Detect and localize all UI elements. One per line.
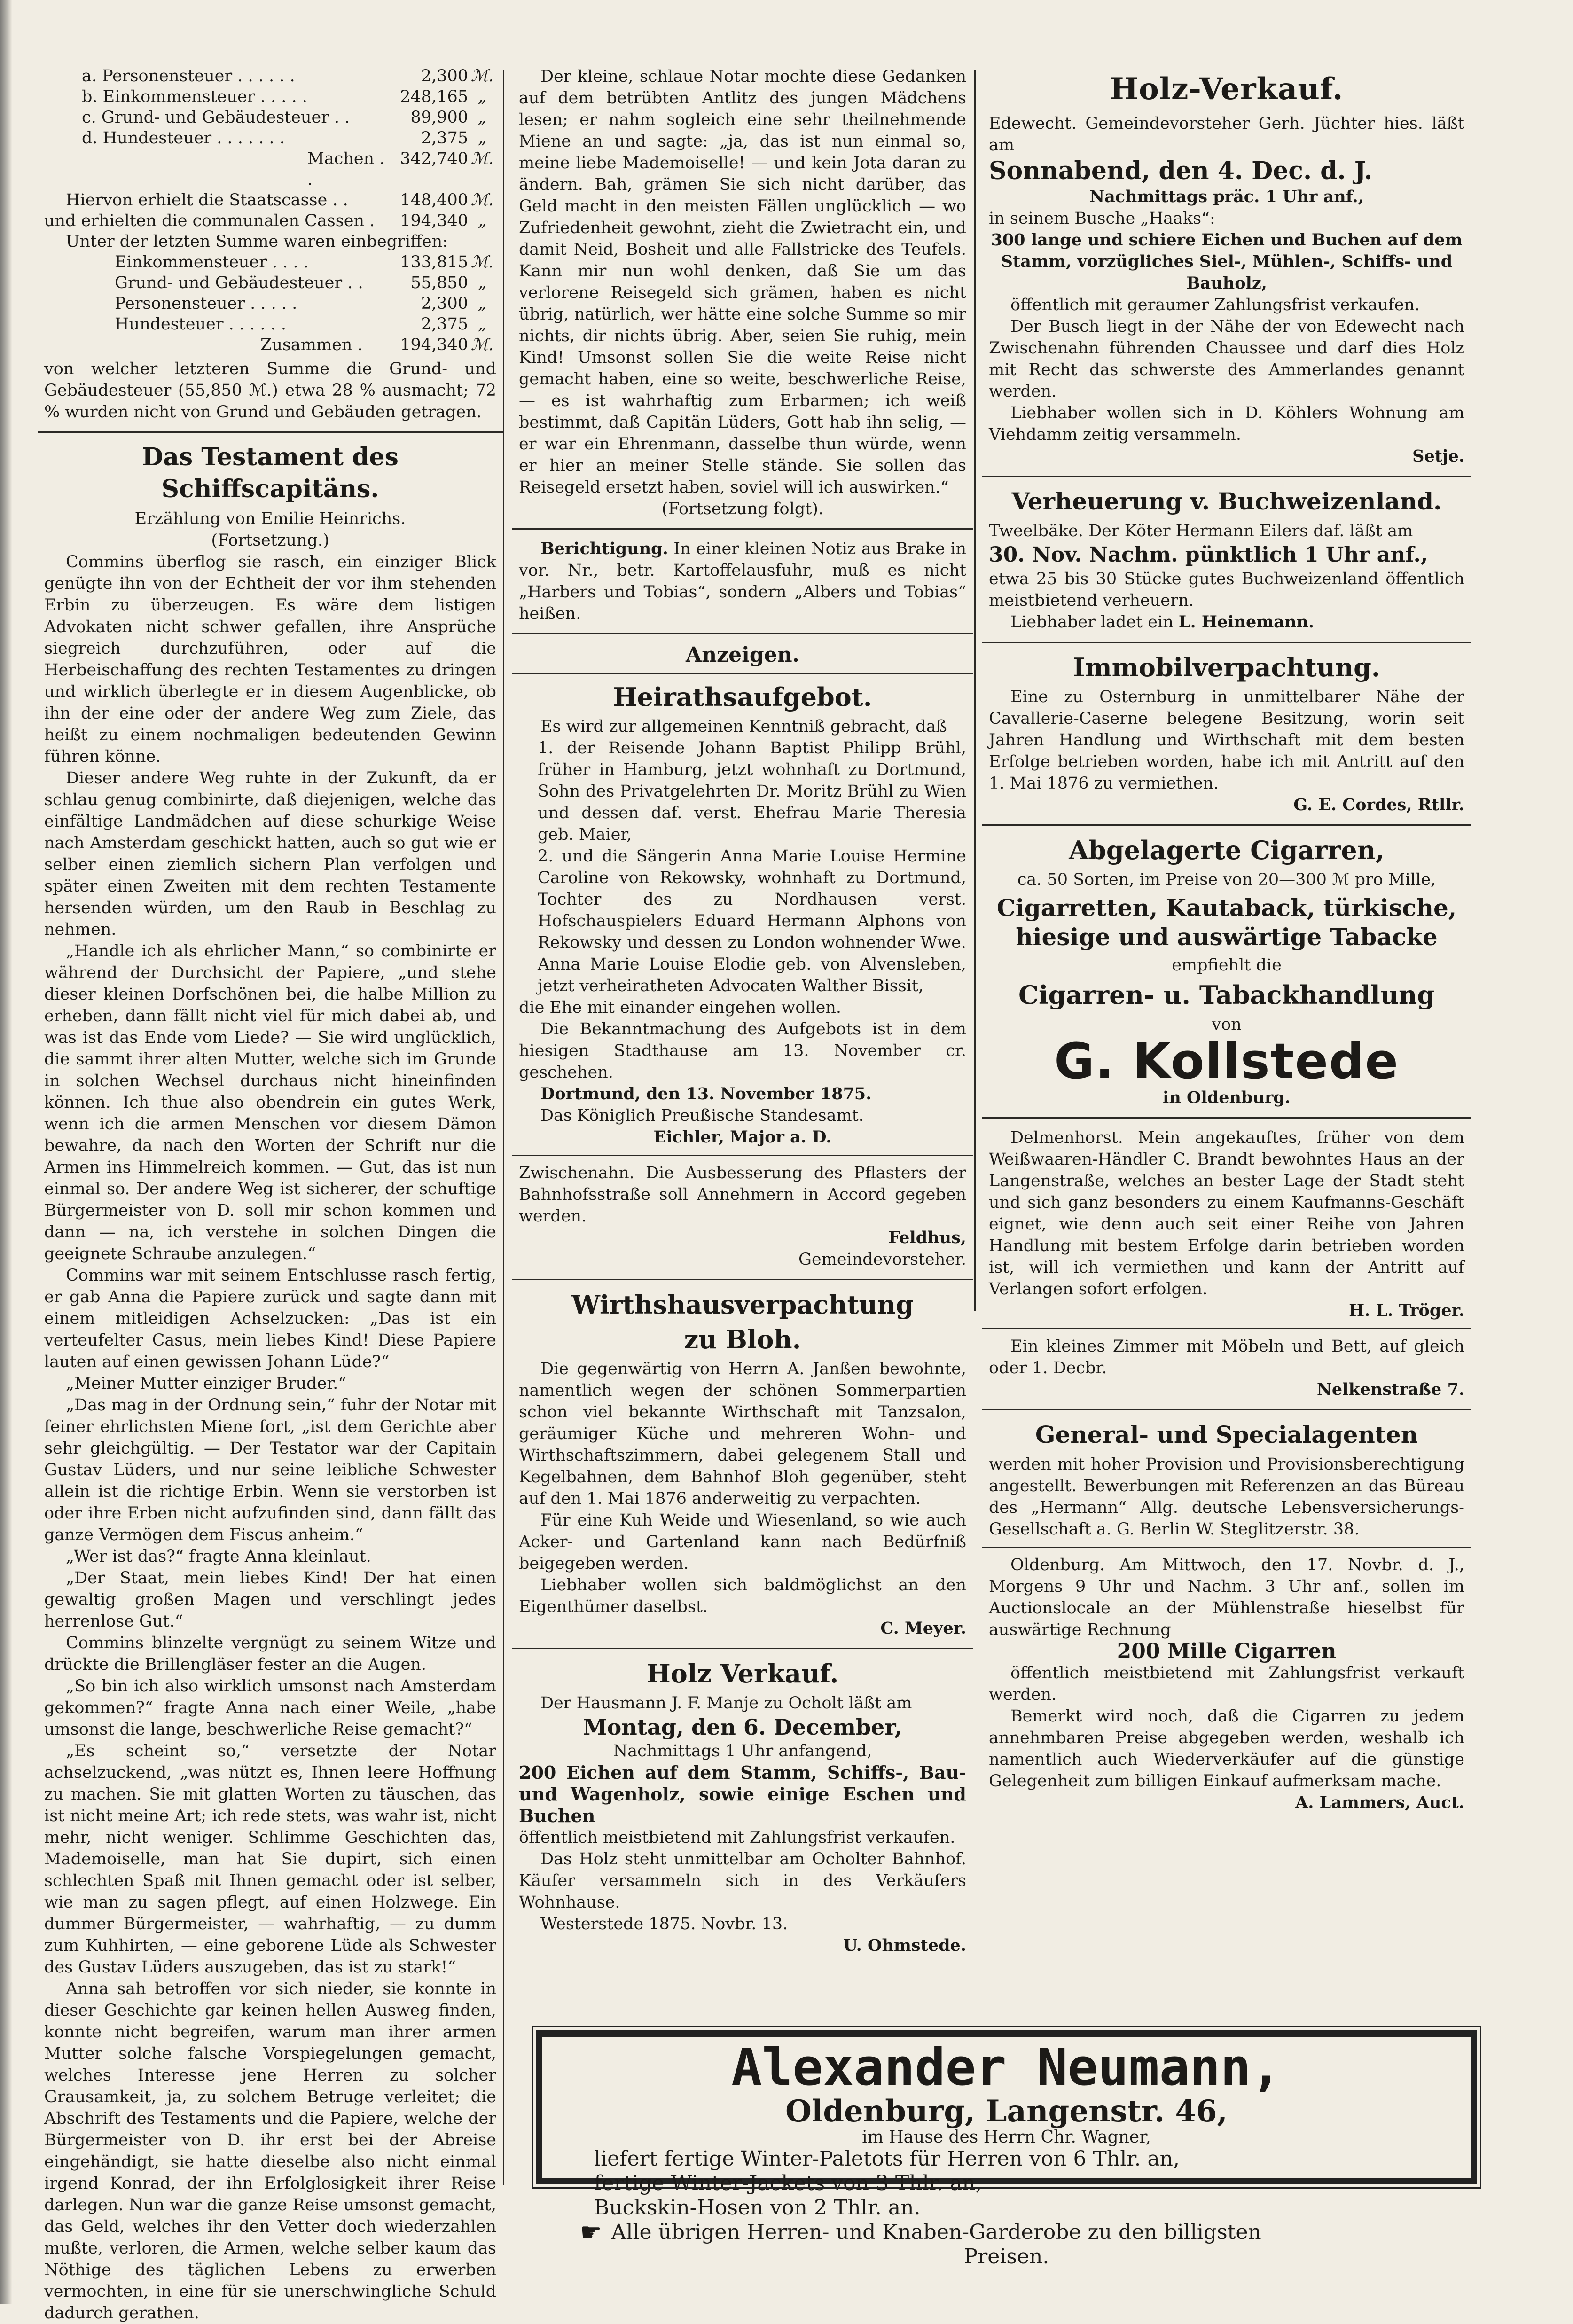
ad-date: 30. Nov. Nachm. pünktlich 1 Uhr anf., [989, 543, 1428, 567]
ad-text: Bemerkt wird noch, daß die Cigarren zu jedem annehmbaren Preise abgegeben werden, weshalb ich namentlich auch Wiederverkäufer auf die günstige Gelegenheit zum billigen Einkauf aufmerksam mache. [989, 1707, 1464, 1791]
ad-signature: U. Ohmstede. [843, 1936, 966, 1955]
ad-title: Holz-Verkauf. [1110, 71, 1344, 107]
ad-text: Es wird zur allgemeinen Kenntniß gebracht, daß [540, 717, 947, 736]
tax-row [44, 293, 496, 314]
tax-label: b. Einkommensteuer . . . . . [82, 87, 307, 106]
ad-signature-role: Gemeindevorsteher. [798, 1250, 966, 1269]
ad-items: Cigarretten, Kautaback, türkische, hiesige und auswärtige Tabacke [996, 894, 1457, 951]
ad-text: Die gegenwärtig von Herrn A. Janßen bewohnte, namentlich wegen der schönen Sommerpartien schon viel bekannte Wirthschaft mit Tanzsalon, geräumiger Küche und mehreren Wohn- und Wirthschaftszimmern, dabei gelegenem Stall und Kegelbahnen, dem Bahnhof Bloh gegenüber, steht auf den 1. Mai 1876 anderweitig zu verpachten. [519, 1360, 966, 1508]
tax-unit: ℳ. [470, 336, 494, 354]
ad-title: Wirthshausverpachtung [571, 1290, 914, 1320]
story-paragraph: Dieser andere Weg ruhte in der Zukunft, da er schlau genug combinirte, daß diejenigen, welche das einfältige Landmädchen auf diese schurkige Weise nach Amsterdam geschickt hatten, auch so gut wie er selber einen ziemlich sichern Plan verfolgen und später einen Zweiten mit dem rechten Testamente hersenden würden, um den Raub in Beschlag zu nehmen. [44, 769, 496, 939]
ad-text: Das Holz steht unmittelbar am Ocholter Bahnhof. Käufer versammeln sich in des Verkäufers Wohnhause. [519, 1850, 966, 1912]
ad-text: Delmenhorst. Mein angekauftes, früher von dem Weißwaaren-Händler C. Brandt bewohntes Haus an der Langenstraße, welches an bester Lage der Stadt steht und sich ganz besonders zu einem Kaufmanns-Geschäft eignet, wie denn auch seit einer Reihe von Jahren Handlung mit bestem Erfolge darin betrieben worden ist, will ich vermiethen und kann der Antritt auf Verlangen sofort erfolgen. [989, 1128, 1464, 1299]
pointing-hand-icon: ☛ [580, 2218, 602, 2246]
ad-address: Oldenburg, Langenstr. 46, [785, 2094, 1228, 2129]
tax-amount: 2,300 [421, 294, 468, 313]
ad-offer-line: Buckskin-Hosen von 2 Thlr. an. [594, 2196, 921, 2220]
correction-text: In einer kleinen Notiz aus Brake in vor. Nr., betr. Kartoffelausfuhr, muß es nicht „Harbers und Tobias“, sondern „Albers und Tobias“ heißen. [519, 540, 966, 623]
ad-signature: C. Meyer. [880, 1619, 966, 1638]
tax-row [44, 211, 496, 231]
divider [982, 1328, 1471, 1329]
ad-text: öffentlich meistbietend mit Zahlungsfrist verkauft werden. [989, 1664, 1464, 1704]
tax-unit: „ [477, 108, 487, 127]
divider [982, 642, 1471, 643]
ad-items: 200 Eichen auf dem Stamm, Schiffs-, Bau- und Wagenholz, sowie einige Eschen und Buchen [519, 1762, 966, 1826]
story-paragraph: „Meiner Mutter einziger Bruder.“ [66, 1374, 347, 1393]
tax-amount: 55,850 [410, 274, 468, 292]
ad-title: Heirathsaufgebot. [613, 682, 872, 712]
story-continued: (Fortsetzung.) [211, 531, 329, 550]
tax-row [44, 66, 496, 86]
tax-unit: „ [477, 129, 487, 148]
tax-row [44, 107, 496, 128]
tax-label: Grund- und Gebäudesteuer . . [115, 274, 363, 292]
ad-text: Nachmittags 1 Uhr anfangend, [613, 1742, 872, 1761]
ad-text [989, 611, 1464, 633]
story-paragraph: „Handle ich als ehrlicher Mann,“ so combinirte er während der Durchsicht der Papiere, „und stehe dieser kleinen Dorfschönen bei, die halbe Million zu erheben, dann fällt nicht viel für mich dabei ab, und was ist das Ende vom Liede? — Sie wird unglücklich, die sammt ihrer alten Mutter, welche sich im Grunde in solchen Wechsel durchaus nicht hineinfinden können. Ich thue also obendrein ein gutes Werk, wenn ich die armen Menschen vor diesem Dämon bewahre, da nach den Worten der Schrift nur die Armen ins Himmelreich kommen. — Gut, das ist nun einmal so. Der andere Weg ist sicherer, der schuftige Bürgermeister von D. soll mir schon kommen und dann — na, ich verstehe in solchen Dingen die geeignete Schraube anzulegen.“ [44, 942, 496, 1263]
tax-unit: „ [477, 294, 487, 313]
tax-unit: ℳ. [470, 253, 494, 272]
tax-label: Personensteuer . . . . . [115, 294, 297, 313]
tax-amount: 2,300 [421, 67, 468, 86]
ad-text: im Hause des Herrn Chr. Wagner, [862, 2128, 1151, 2147]
ad-text: Der Busch liegt in der Nähe der von Edewecht nach Zwischenahn führenden Chaussee und darf dies Holz mit Recht das schwerste des Ammerlandes genannt werden. [989, 317, 1464, 401]
ad-title: zu Bloh. [684, 1324, 801, 1354]
tax-unit: „ [477, 87, 487, 106]
story-paragraph: Der kleine, schlaue Notar mochte diese Gedanken auf dem betrübten Antlitz des jungen Mädchens lesen; er nahm sogleich eine sehr theilnehmende Miene an und sagte: „ja, das ist nun einmal so, meine liebe Mademoiselle! — und kein Jota daran zu ändern. Bah, grämen Sie sich nicht darüber, das Geld macht in den meisten Fällen unglücklich — wo Zufriedenheit gewohnt, zieht die Zwietracht ein, und damit Neid, Bosheit und alle Fallstricke des Teufels. Kann mir nun wohl denken, daß Sie um das verlorene Reisegeld sich grämen, haben es nicht übrig, natürlich, wer hätte eine solche Summe so mir nichts, dir nichts übrig. Aber, seien Sie ruhig, mein Kind! Umsonst sollen Sie die weite Reise nicht gemacht haben, eine so weite, beschwerliche Reise, — es ist wahrhaftig zum Erbarmen; ich weiß bestimmt, daß Capitän Lüders, Gott hab ihn selig, — er war ein Ehrenmann, dasselbe thun würde, wenn er hier an meiner Stelle stände. Sie sollen das Reisegeld ersetzt haben, soviel will ich auswirken.“ [519, 67, 966, 497]
tax-amount: 248,165 [400, 87, 468, 106]
ad-company-name: Alexander Neumann, [731, 2038, 1282, 2097]
tax-amount: 342,740 [400, 149, 468, 168]
ad-text: öffentlich meistbietend mit Zahlungsfrist verkaufen. [519, 1828, 955, 1847]
tax-label: c. Grund- und Gebäudesteuer . . [82, 108, 350, 127]
tax-unit: ℳ. [470, 67, 494, 86]
tax-amount: 133,815 [400, 253, 468, 272]
ad-text: Liebhaber wollen sich baldmöglichst an den Eigenthümer daselbst. [519, 1576, 966, 1616]
ad-text: Nachmittags präc. 1 Uhr anf., [1089, 187, 1364, 206]
ad-title: Immobilverpachtung. [1073, 652, 1380, 682]
section-header: Anzeigen. [686, 643, 799, 667]
ad-title: Verheuerung v. Buchweizenland. [1011, 487, 1442, 515]
tax-label: Zusammen . [260, 336, 363, 354]
story-subtitle: Erzählung von Emilie Heinrichs. [134, 509, 406, 528]
ad-text: Liebhaber wollen sich in D. Köhlers Wohnung am Viehdamm zeitig versammeln. [989, 404, 1464, 444]
tax-label: Hiervon erhielt die Staatscasse . . [66, 191, 348, 210]
tax-label: a. Personensteuer . . . . . . [82, 67, 295, 86]
ad-text: Edewecht. Gemeindevorsteher Gerh. Jüchter hies. läßt am [989, 114, 1464, 155]
tax-table [33, 66, 508, 423]
ad-place-date: Westerstede 1875. Novbr. 13. [540, 1915, 788, 1933]
tax-row [44, 273, 496, 293]
tax-unit: „ [477, 274, 487, 292]
tax-row-total [44, 335, 496, 355]
ad-signature: A. Lammers, Auct. [1295, 1793, 1464, 1812]
ad-signature: G. E. Cordes, Rtllr. [1293, 795, 1464, 814]
story-paragraph: Commins blinzelte vergnügt zu seinem Witze und drückte die Brillengläser fester an die Augen. [44, 1634, 496, 1674]
divider [512, 1648, 973, 1649]
tax-unit: ℳ. [470, 191, 494, 210]
ad-text: Tweelbäke. Der Köter Hermann Eilers daf. läßt am [989, 522, 1413, 540]
story-title: Das Testament des Schiffscapitäns. [142, 443, 399, 503]
ad-date: Montag, den 6. December, [583, 1714, 902, 1740]
tax-note: von welcher letzteren Summe die Grund- und Gebäudesteuer (55,850 ℳ.) etwa 28 % ausmacht; 72 % wurden nicht von Grund und Gebäuden getragen. [44, 360, 496, 422]
divider [982, 1547, 1471, 1548]
ad-text: werden mit hoher Provision und Provisionsberechtigung angestellt. Bewerbungen mit Referenzen an das Büreau des „Hermann“ Allg. deutsche Lebensversicherungs-Gesellschaft a. G. Berlin W. Steglitzerstr. 38. [989, 1455, 1464, 1539]
column-1 [33, 66, 508, 2324]
story-paragraph: Commins überflog sie rasch, ein einziger Blick genügte ihn von der Echtheit der vor ihm stehenden Erbin zu überzeugen. Es wäre dem listigen Advokaten nicht schwer gefallen, ihre Ansprüche siegreich durchzuführen, oder auf die Herbeischaffung des rechten Testamentes zu dringen und wirklich überlegte er in diesem Augenblicke, ob ihn der eine oder der andere Weg zum Ziele, das heißt zu einem nochmaligen bedeutenden Gewinn führen könne. [44, 553, 496, 766]
story-paragraph: „Wer ist das?“ fragte Anna kleinlaut. [66, 1547, 371, 1566]
tax-amount: 89,900 [410, 108, 468, 127]
column-2 [508, 66, 978, 1956]
ad-text: 2. und die Sängerin Anna Marie Louise Hermine Caroline von Rekowsky, wohnhaft zu Dortmund, Tochter des zu Nordhausen verst. Hofschauspielers Eduard Hermann Alphons von Rekowsky und dessen zu London wohnender Wwe. Anna Marie Louise Elodie geb. von Alvensleben, jetzt verheiratheten Advocaten Walther Bissit, [538, 847, 966, 995]
ad-offer-line: liefert fertige Winter-Paletots für Herren von 6 Thlr. an, [594, 2147, 1180, 2171]
neumann-advertisement [536, 2030, 1477, 2269]
tax-row [44, 86, 496, 107]
tax-row [44, 128, 496, 149]
correction [519, 538, 966, 625]
story-paragraph: Anna sah betroffen vor sich nieder, sie konnte in dieser Geschichte gar keinen hellen Ausweg finden, konnte nicht begreifen, warum man ihrer armen Mutter solche falsche Vorspiegelungen gemacht, welches Interesse jene Herren zu solcher Grausamkeit, ja, zu solchem Betruge verleitet; die Abschrift des Testaments und die Papiere, welche der Bürgermeister von D. ihr erst bei der Abreise eingehändigt, sie hatte dieselbe also nicht einmal irgend Konrad, der ihn Erfolglosigkeit ihrer Reise darlegen. Nun war die ganze Reise umsonst gemacht, das Geld, welches ihr den Vetter doch wiederzahlen mußte, verloren, die Armen, welche selber kaum das Nöthige des täglichen Lebens zu erwerben vermochten, in eine für sie unerschwingliche Schuld dadurch gerathen. [44, 1980, 496, 2323]
ad-text: Der Hausmann J. F. Manje zu Ocholt läßt am [540, 1694, 912, 1713]
ad-text: Ein kleines Zimmer mit Möbeln und Bett, auf gleich oder 1. Decbr. [989, 1337, 1464, 1377]
tax-row [44, 314, 496, 335]
ad-signature: Feldhus, [888, 1228, 966, 1247]
correction-title: Berichtigung. [540, 539, 668, 558]
ad-text: empfiehlt die [1172, 956, 1282, 975]
divider [982, 1409, 1471, 1410]
ad-company-name: G. Kollstede [1054, 1033, 1399, 1090]
ad-signature: Eichler, Major a. D. [653, 1127, 832, 1147]
tax-unit: „ [477, 315, 487, 334]
ad-signature: L. Heinemann. [1178, 612, 1315, 632]
ad-text-inline: Liebhaber ladet ein [1010, 613, 1174, 632]
divider [512, 673, 973, 674]
tax-label: d. Hundesteuer . . . . . . . [82, 129, 285, 148]
divider [982, 824, 1471, 826]
ad-text: Oldenburg. Am Mittwoch, den 17. Novbr. d. J., Morgens 9 Uhr und Nachm. 3 Uhr anf., sollen im Auctionslocale an der Mühlenstraße hieselbst für auswärtige Rechnung [989, 1556, 1464, 1639]
tax-amount: 2,375 [421, 315, 468, 334]
ad-signature: Nelkenstraße 7. [1316, 1380, 1464, 1399]
tax-label: Machen . . [307, 149, 385, 189]
ad-offer-line: Preisen. [963, 2245, 1049, 2269]
ad-text: in Oldenburg. [1163, 1088, 1291, 1107]
story-paragraph: „Der Staat, mein liebes Kind! Der hat einen gewaltig großen Magen und verschlingt jedes herrenlose Gut.“ [44, 1569, 496, 1631]
ad-text: 1. der Reisende Johann Baptist Philipp Brühl, früher in Hamburg, jetzt wohnhaft zu Dortmund, Sohn des Privatgelehrten Dr. Moritz Brühl zu Wien und dessen daf. verst. Ehefrau Marie Theresia geb. Maier, [538, 739, 966, 844]
ad-place-date: Dortmund, den 13. November 1875. [540, 1084, 872, 1103]
ad-date: Sonnabend, den 4. Dec. d. J. [989, 156, 1373, 185]
ad-items: 300 lange und schiere Eichen und Buchen auf dem Stamm, vorzügliches Siel-, Mühlen-, Schiffs- und Bauholz, [991, 230, 1463, 293]
story-continues: (Fortsetzung folgt). [661, 500, 824, 518]
divider [982, 1117, 1471, 1119]
ad-text: Das Königlich Preußische Standesamt. [540, 1106, 864, 1125]
ad-offer-line [580, 2220, 1471, 2245]
ad-title: General- und Specialagenten [1035, 1421, 1418, 1448]
divider [512, 528, 973, 530]
tax-row [44, 190, 496, 211]
ad-signature: Setje. [1412, 446, 1464, 466]
story-paragraph: „So bin ich also wirklich umsonst nach Amsterdam gekommen?“ fragte Anna nach einer Weile, „habe umsonst die lange, beschwerliche Reise gemacht?“ [44, 1677, 496, 1739]
divider [512, 1155, 973, 1156]
tax-row [44, 252, 496, 273]
ad-title: Holz Verkauf. [646, 1659, 839, 1689]
tax-amount: 194,340 [400, 336, 468, 354]
ad-text: etwa 25 bis 30 Stücke gutes Buchweizenland öffentlich meistbietend verheuern. [989, 570, 1464, 610]
ad-text: öffentlich mit geraumer Zahlungsfrist verkaufen. [1010, 296, 1420, 314]
ad-text: in seinem Busche „Haaks“: [989, 209, 1215, 228]
tax-amount: 2,375 [421, 129, 468, 148]
ad-offer-text: Alle übrigen Herren- und Knaben-Garderobe zu den billigsten [611, 2220, 1261, 2244]
tax-amount: 194,340 [400, 211, 468, 230]
tax-intro: Unter der letzten Summe waren einbegriffen: [66, 232, 448, 251]
ad-text: von [1212, 1015, 1242, 1034]
tax-label: und erhielten die communalen Cassen . [44, 211, 375, 230]
ad-text: Die Bekanntmachung des Aufgebots ist in dem hiesigen Stadthause am 13. November cr. geschehen. [519, 1020, 966, 1082]
ad-text: die Ehe mit einander eingehen wollen. [519, 998, 842, 1017]
story-paragraph: „Das mag in der Ordnung sein,“ fuhr der Notar mit feiner ehrlichsten Miene fort, „ist dem Gerichte aber sehr gleichgültig. — Der Testator war der Capitain Gustav Lüders, und nur seine leibliche Schwester allein ist die richtige Erbin. Wenn sie verstorben ist oder ihre Erben nicht aufzufinden sind, dann fällt das ganze Vermögen dem Fiscus anheim.“ [44, 1396, 496, 1544]
tax-row-sum [44, 149, 496, 190]
ad-items: 200 Mille Cigarren [1117, 1639, 1337, 1663]
ad-text: ca. 50 Sorten, im Preise von 20—300 ℳ pro Mille, [1017, 870, 1436, 889]
page-edge [0, 0, 12, 2304]
ad-text: Für eine Kuh Weide und Wiesenland, so wie auch Acker- und Gartenland kann nach Bedürfniß beigegeben werden. [519, 1511, 966, 1573]
ad-text: Zwischenahn. Die Ausbesserung des Pflasters der Bahnhofsstraße soll Annehmern in Accord gegeben werden. [519, 1164, 966, 1226]
ad-offer-line: fertige Winter-Jackets von 3 Thlr. an, [594, 2171, 982, 2195]
tax-label: Einkommensteuer . . . . [115, 253, 309, 272]
divider [512, 633, 973, 634]
tax-label: Hundesteuer . . . . . . [115, 315, 286, 334]
story-paragraph: Commins war mit seinem Entschlusse rasch fertig, er gab Anna die Papiere zurück und sagte dann mit einem mitleidigen Achselzucken: „Das ist ein verteufelter Casus, mein liebes Kind! Diese Papiere lauten auf einen gewissen Johann Lüde?“ [44, 1266, 496, 1371]
column-3 [978, 66, 1476, 1814]
divider [982, 476, 1471, 477]
divider [38, 431, 503, 433]
tax-amount: 148,400 [400, 191, 468, 210]
story-paragraph: „Es scheint so,“ versetzte der Notar achselzuckend, „was nützt es, Ihnen leere Hoffnung zu machen. Sie mit glatten Worten zu täuschen, das ist nicht meine Art; ich rede stets, was wahr ist, nicht mehr, nicht weniger. Schlimme Geschichten das, Mademoiselle, man hat Sie dupirt, sich einen schlechten Spaß mit Ihnen gemacht oder ist selber, wie man zu sagen pflegt, auf einen Holzwege. Ein dummer Bürgermeister, — wahrhaftig, — zu dumm zum Kuhhirten, — eine geborene Lüde als Schwester des Gustav Lüders auszugeben, das ist zu stark!“ [44, 1742, 496, 1977]
tax-unit: ℳ. [470, 149, 494, 168]
divider [512, 1279, 973, 1280]
tax-unit: „ [477, 211, 487, 230]
ad-title: Abgelagerte Cigarren, [1069, 835, 1385, 865]
ad-text: Eine zu Osternburg in unmittelbarer Nähe der Cavallerie-Caserne belegene Besitzung, worin seit Jahren Handlung und Wirthschaft mit dem besten Erfolge betrieben worden, habe ich mit Antritt auf den 1. Mai 1876 zu vermiethen. [989, 688, 1464, 793]
ad-signature: H. L. Tröger. [1349, 1301, 1464, 1320]
ad-title: Cigarren- u. Tabackhandlung [1018, 980, 1435, 1010]
